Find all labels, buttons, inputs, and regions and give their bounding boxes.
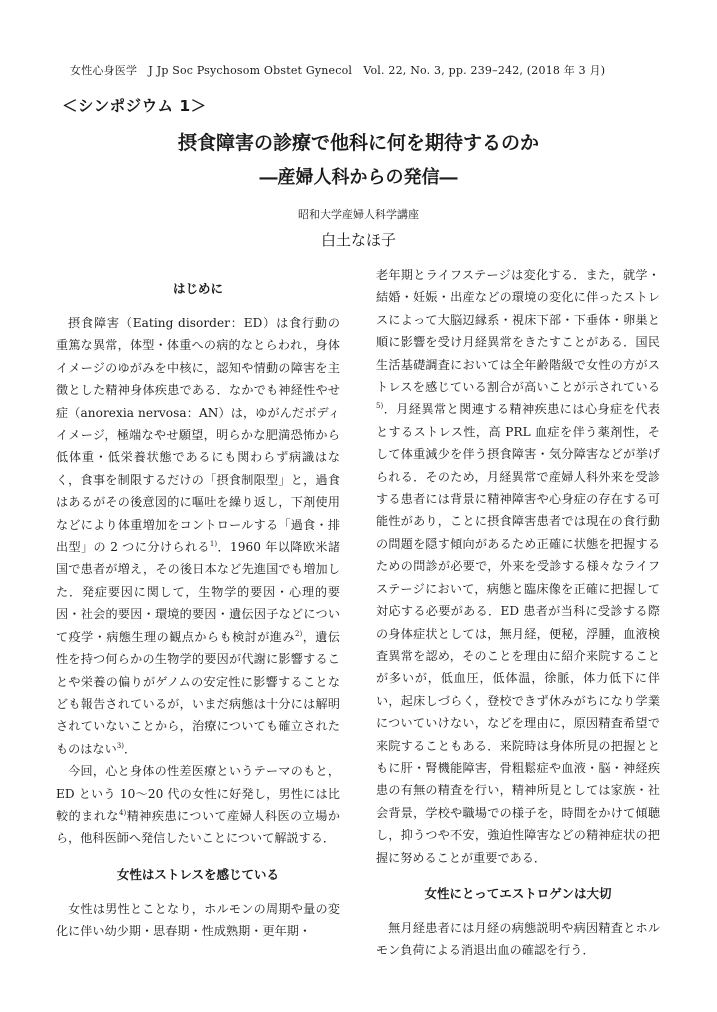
intro-p1-text-b: ．1960 年以降欧米諸国で患者が増え，その後日本など先進国でも増加した．発症要因に関して，生物学的要因・心理的要因・社会的要因・環境的要因・遺伝因子などについて疫学・病態生理の観点からも検討が進み xyxy=(56,540,340,644)
intro-paragraph-2 xyxy=(56,760,340,850)
intro-p2-text-a: 今回，心と身体の性差医療というテーマのもと，ED という 10～20 代の女性に好発し，男性には比較的まれな xyxy=(56,764,340,823)
citation-5: 5) xyxy=(376,402,384,411)
article-subtitle: ―産婦人科からの発信― xyxy=(259,167,458,188)
symposium-tag: ＜シンポジウム 1＞ xyxy=(62,97,207,115)
citation-3: 3) xyxy=(116,741,125,750)
article-title: 摂食障害の診療で他科に何を期待するのか xyxy=(177,132,539,154)
citation-4: 4) xyxy=(118,808,127,817)
stress-p2-text-b: ．月経異常と関連する精神疾患には心身症を代表とするストレス性，高 PRL 血症を伴う薬剤性，そして体重減少を伴う摂食障害・気分障害などが挙げられる．そのため，月経異常で産婦人科外来を受診する患者には背景に精神障害や心身症の存在する可能性があり，ことに摂食障害患者では現在の食行動の問題を隠す傾向があるため正確に状態を把握するための問診が必要で，外来を受診する様々なライフステージにおいて，病態と臨床像を正確に把握して対応する必要がある．ED 患者が当科に受診する際の身体症状としては，無月経，便秘，浮腫，血液検査異常を認め，そのことを理由に紹介来院することが多いが，低血圧，低体温，徐脈，体力低下に伴い，起床しづらく，登校できず休みがちになり学業についていけない，などを理由に，原因精査希望で来院することもある．来院時は身体所見の把握とともに肝・腎機能障害，骨粗鬆症や血液・脳・神経疾患の有無の精査を行い，精神所見としては家族・社会背景，学校や職場での様子を，時間をかけて傾聴し，抑うつや不安，強迫性障害などの精神症状の把握に努めることが重要である． xyxy=(376,402,660,865)
estrogen-paragraph-1: 無月経患者には月経の病態説明や病因精査とホルモン負荷による消退出血の確認を行う． xyxy=(376,920,660,958)
intro-p1-text-c: ，遺伝性を持つ何らかの生物学的要因が代謝に影響することや栄養の偏りがゲノムの安定性に影響することなども報告されているが，いまだ病態は十分には解明されていないことから，治療についても確立されたものはない xyxy=(56,629,340,756)
running-header: 女性心身医学 J Jp Soc Psychosom Obstet Gynecol Vol. 22, No. 3, pp. 239–242, (2018 年 3 月) xyxy=(70,64,606,77)
author-affiliation: 昭和大学産婦人科学講座 xyxy=(298,208,419,221)
stress-p2-text-a: 老年期とライフステージは変化する．また，就学・結婚・妊娠・出産などの環境の変化に伴ったストレスによって大脳辺縁系・視床下部・下垂体・卵巣と順に影響を受け月経異常をきたすことがある．国民生活基礎調査においては全年齢階級で女性の方がストレスを感じている割合が高いことが示されている xyxy=(376,268,660,395)
right-column xyxy=(376,264,660,962)
stress-paragraph-continued xyxy=(376,264,660,869)
author-name: 白土なほ子 xyxy=(320,231,396,249)
citation-1: 1) xyxy=(209,540,218,549)
intro-p1-text-d: ． xyxy=(124,741,137,756)
left-column xyxy=(56,264,340,943)
stress-paragraph-start: 女性は男性とことなり，ホルモンの周期や量の変化に伴い幼少期・思春期・性成熟期・更年期・ xyxy=(56,901,340,939)
section-heading-estrogen: 女性にとってエストロゲンは大切 xyxy=(424,885,612,901)
intro-p1-text-a: 摂食障害（Eating disorder：ED）は食行動の重篤な異常，体型・体重への病的なとらわれ，身体イメージのゆがみを中核に，認知や情動の障害を主徴とした精神身体疾患である．なかでも神経性やせ症（anorexia nervosa：AN）は，ゆがんだボディイメージ，極端なやせ願望，明らかな肥満恐怖から低体重・低栄養状態であるにも関わらず病識はなく，食事を制限するだけの「摂食制限型」と，過食はあるがその後意図的に嘔吐を繰り返し，下剤使用などにより体重増加をコントロールする「過食・排出型」の 2 つに分けられる xyxy=(56,316,340,555)
intro-p2-text-b: 精神疾患について産婦人科医の立場から，他科医師へ発信したいことについて解説する． xyxy=(56,808,340,846)
section-heading-stress: 女性はストレスを感じている xyxy=(116,866,280,882)
citation-2: 2) xyxy=(294,629,303,638)
intro-paragraph-1 xyxy=(56,312,340,760)
section-heading-intro: はじめに xyxy=(172,281,223,296)
